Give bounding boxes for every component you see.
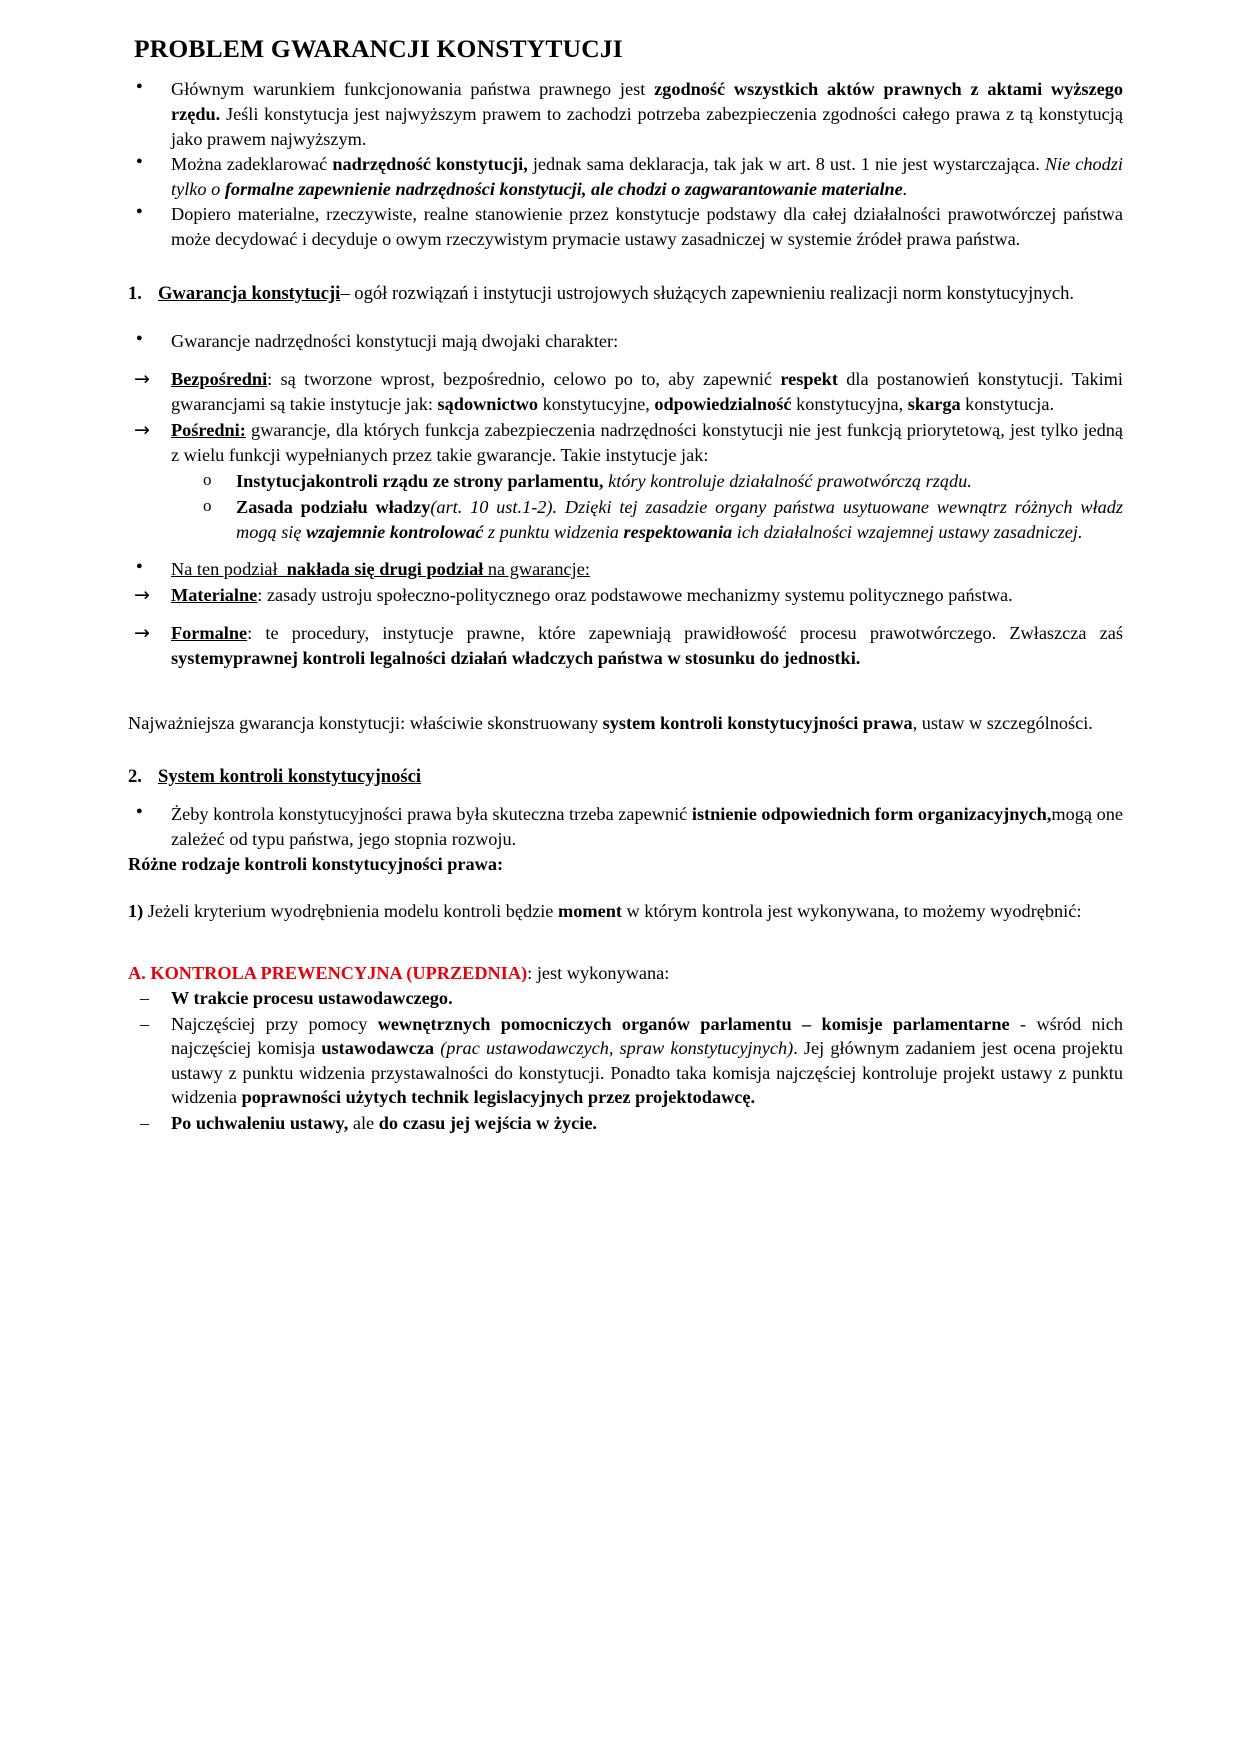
arrow-label-posredni: Pośredni: xyxy=(171,420,246,441)
intro-bullet-list xyxy=(128,77,1123,251)
bullet-text-nadrzednosc: Można zadeklarować nadrzędność konstytucji, jednak sama deklaracja, tak jak w art. 8 ust. 1 nie jest wystarczająca. Nie chodzi tylko o formalne zapewnienie nadrzędności konstytucji, ale chodzi o zagwarantowanie materialne. xyxy=(171,154,1124,199)
bullet-text-zgodnosc: Głównym warunkiem funkcjonowania państwa prawnego jest zgodność wszystkich aktów prawnych z aktami wyższego rzędu. Jeśli konstytucja jest najwyższym prawem to zachodzi potrzeba zabezpieczenia zgodności całego prawa z tą konstytucją jako prawem najwyższym. xyxy=(171,79,1123,149)
section-2-index: 2. xyxy=(128,766,142,788)
list-item xyxy=(128,557,1123,582)
arrow-label-materialne: Materialne xyxy=(171,584,258,605)
second-division-arrow-list xyxy=(128,583,1123,608)
list-item xyxy=(128,152,1123,201)
section-1-arrow-list xyxy=(128,367,1123,467)
page-title: PROBLEM GWARANCJI KONSTYTUCJI xyxy=(134,34,623,63)
section-2-heading xyxy=(128,765,1123,790)
criterion-1-paragraph: 1) Jeżeli kryterium wyodrębnienia modelu kontroli będzie moment w którym kontrola jest wykonywana, to możemy wyodrębnić: xyxy=(128,900,1082,921)
arrow-body-materialne: : zasady ustroju społeczno-politycznego oraz podstawowe mechanizmy systemu politycznego państwa. xyxy=(257,584,1013,605)
second-division-bullet-list xyxy=(128,557,1123,582)
arrow-body-bezposredni: : są tworzone wprost, bezpośrednio, celowo po to, aby zapewnić respekt dla postanowień konstytucji. Takimi gwarancjami są takie instytucje jak: sądownictwo konstytucyjne, odpowiedzialność konstytucyjna, skarga konstytucja. xyxy=(171,368,1123,414)
section-2-bullet-list xyxy=(128,802,1123,851)
section-1-title: Gwarancja konstytucji xyxy=(158,283,341,305)
item-A-label: A. KONTROLA PREWENCYJNA (UPRZEDNIA) xyxy=(128,963,528,984)
list-item xyxy=(128,202,1123,251)
section-1-circle-list xyxy=(128,469,1123,544)
section-1-lead-bullet-text: Gwarancje nadrzędności konstytucji mają dwojaki charakter: xyxy=(171,331,619,352)
list-item xyxy=(128,329,1123,354)
section-1-heading xyxy=(128,282,1123,307)
item-A-heading xyxy=(128,961,1123,986)
section-2-title: System kontroli konstytucyjności xyxy=(158,766,422,788)
second-division-arrow-list-2 xyxy=(128,621,1123,670)
list-item xyxy=(128,469,1123,494)
list-item xyxy=(128,495,1123,544)
arrow-body-formalne: : te procedury, instytucje prawne, które zapewniają prawidłowość procesu prawotwórczego. Zwłaszcza zaś systemyprawnej kontroli legalności działań władczych państwa w stosunku do jednostki. xyxy=(171,623,1123,668)
list-item xyxy=(128,1012,1123,1110)
arrow-label-formalne: Formalne xyxy=(171,623,248,644)
list-item xyxy=(128,986,1123,1011)
section-1-closing-paragraph: Najważniejsza gwarancja konstytucji: właściwie skonstruowany system kontroli konstytucyjności prawa, ustaw w szczególności. xyxy=(128,712,1093,733)
item-A-after-label: : jest wykonywana: xyxy=(527,963,670,984)
section-2-bullet-text: Żeby kontrola konstytucyjności prawa była skuteczna trzeba zapewnić istnienie odpowiednich form organizacyjnych,mogą one zależeć od typu państwa, jego stopnia rozwoju. xyxy=(171,804,1123,849)
second-division-bullet-text: Na ten podział nakłada się drugi podział na gwarancje: xyxy=(171,559,590,580)
list-item xyxy=(128,583,1123,608)
list-item xyxy=(128,367,1123,416)
section-2-subheading: Różne rodzaje kontroli konstytucyjności prawa: xyxy=(128,854,504,875)
bullet-text-dopiero: Dopiero materialne, rzeczywiste, realne stanowienie przez konstytucje podstawy dla całej działalności prawotwórczej państwa może decydować i decyduje o owym rzeczywistym prymacie ustawy zasadniczej w systemie źródeł prawa państwa. xyxy=(171,204,1123,249)
dash-text-po-uchwaleniu: Po uchwaleniu ustawy, ale do czasu jej wejścia w życie. xyxy=(171,1112,598,1133)
list-item xyxy=(128,1111,1123,1136)
arrow-body-posredni: gwarancje, dla których funkcja zabezpieczenia nadrzędności konstytucji nie jest funkcją priorytetową, jest tylko jedną z wielu funkcji wypełnianych przez takie gwarancje. Takie instytucje jak: xyxy=(171,420,1123,465)
circle-text-zasada-podzialu: Zasada podziału władzy(art. 10 ust.1-2). Dzięki tej zasadzie organy państwa usytuowane wewnątrz różnych władz mogą się wzajemnie kontrolować z punktu widzenia respektowania ich działalności wzajemnej ustawy zasadniczej. xyxy=(236,496,1123,542)
section-1-index: 1. xyxy=(128,283,142,305)
arrow-label-bezposredni: Bezpośredni xyxy=(171,368,268,389)
section-1-lead-bullet-list xyxy=(128,329,1123,354)
list-item xyxy=(128,621,1123,670)
dash-text-w-trakcie: W trakcie procesu ustawodawczego. xyxy=(171,987,453,1008)
section-1-definition: – ogół rozwiązań i instytucji ustrojowych służących zapewnieniu realizacji norm konstytucyjnych. xyxy=(340,283,1075,305)
list-item xyxy=(128,418,1123,467)
list-item xyxy=(128,77,1123,151)
dash-text-najczesciej: Najczęściej przy pomocy wewnętrznych pomocniczych organów parlamentu – komisje parlamentarne - wśród nich najczęściej komisja ustawodawcza (prac ustawodawczych, spraw konstytucyjnych). Jej głównym zadaniem jest ocena projektu ustawy z punktu widzenia przystawalności do konstytucji. Ponadto taka komisja najczęściej kontroluje projekt ustawy z punktu widzenia poprawności użytych technik legislacyjnych przez projektodawcę. xyxy=(171,1013,1123,1108)
item-A-dash-list xyxy=(128,986,1123,1136)
list-item xyxy=(128,802,1123,851)
circle-text-instytucja-kontroli: Instytucjakontroli rządu ze strony parlamentu, który kontroluje działalność prawotwórczą rządu. xyxy=(236,471,972,492)
